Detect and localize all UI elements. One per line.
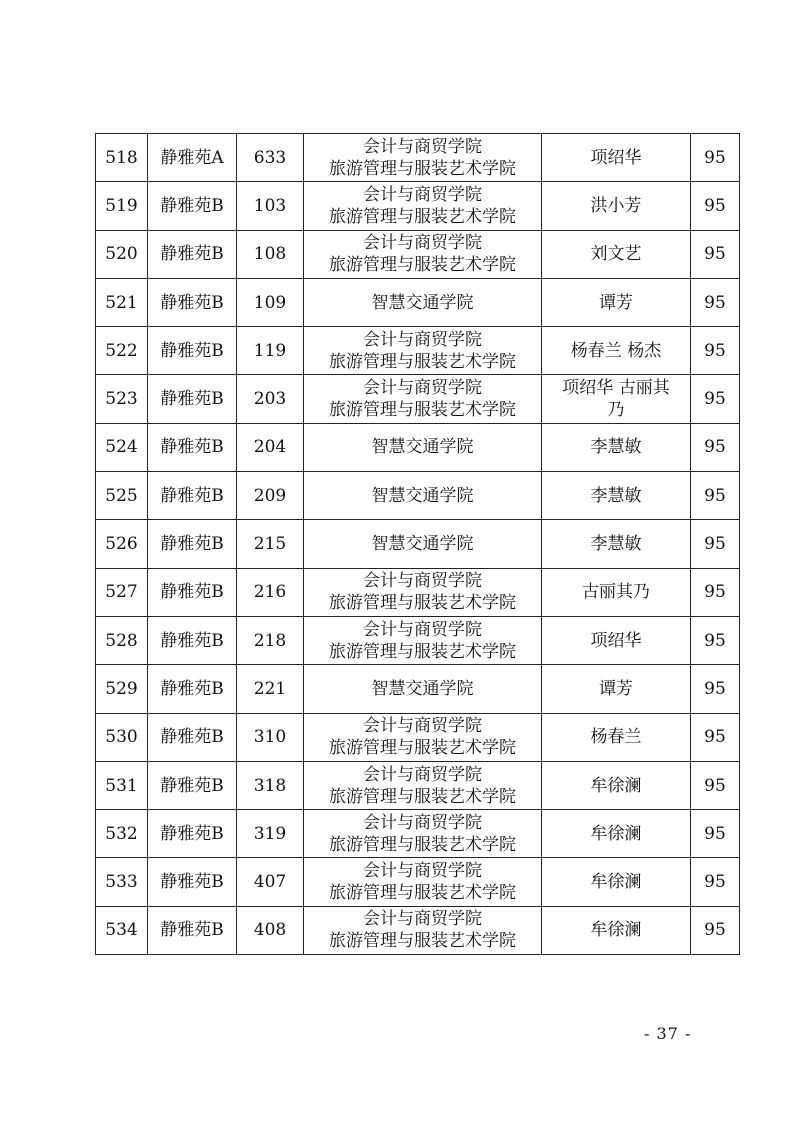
building-cell: 静雅苑B: [148, 616, 237, 664]
responsible-person-cell: [542, 761, 691, 809]
row-number-cell: 531: [96, 761, 148, 809]
table-row: [96, 278, 740, 326]
row-number-cell: 530: [96, 713, 148, 761]
building-cell: 静雅苑B: [148, 810, 237, 858]
responsible-person-cell: [542, 520, 691, 568]
score-cell: 95: [691, 134, 740, 182]
score-cell: 95: [691, 278, 740, 326]
building-cell: 静雅苑B: [148, 375, 237, 423]
college-cell-line: 智慧交通学院: [371, 678, 474, 699]
responsible-person-cell-line: 古丽其乃: [582, 582, 650, 603]
responsible-person-cell-line: 牟徐澜: [590, 823, 642, 844]
responsible-person-cell: [542, 327, 691, 375]
row-number-cell: 521: [96, 278, 148, 326]
college-cell-line: 旅游管理与服装艺术学院: [329, 206, 516, 227]
table-row: [96, 423, 740, 471]
college-cell: [304, 134, 542, 182]
college-cell-line: 智慧交通学院: [371, 534, 474, 555]
responsible-person-cell-line: 李慧敏: [590, 534, 642, 555]
room-number-cell: 310: [237, 713, 304, 761]
table-row: [96, 182, 740, 230]
room-number-cell: 108: [237, 230, 304, 278]
building-cell: 静雅苑A: [148, 134, 237, 182]
row-number-cell: 525: [96, 472, 148, 520]
building-cell: 静雅苑B: [148, 906, 237, 954]
responsible-person-cell-line: 牟徐澜: [590, 920, 642, 941]
responsible-person-cell: [542, 472, 691, 520]
room-number-cell: 103: [237, 182, 304, 230]
score-cell: 95: [691, 810, 740, 858]
building-cell: 静雅苑B: [148, 761, 237, 809]
row-number-cell: 523: [96, 375, 148, 423]
score-cell: 95: [691, 520, 740, 568]
building-cell: 静雅苑B: [148, 278, 237, 326]
building-cell: 静雅苑B: [148, 327, 237, 375]
college-cell-line: 会计与商贸学院: [363, 233, 482, 254]
score-cell: 95: [691, 423, 740, 471]
score-cell: 95: [691, 472, 740, 520]
college-cell: [304, 230, 542, 278]
responsible-person-cell: [542, 713, 691, 761]
room-number-cell: 633: [237, 134, 304, 182]
college-cell: [304, 375, 542, 423]
college-cell-line: 会计与商贸学院: [363, 136, 482, 157]
score-cell: 95: [691, 182, 740, 230]
college-cell-line: 会计与商贸学院: [363, 184, 482, 205]
college-cell: [304, 520, 542, 568]
responsible-person-cell: [542, 182, 691, 230]
college-cell: [304, 665, 542, 713]
college-cell-line: 旅游管理与服装艺术学院: [329, 738, 516, 759]
college-cell: [304, 472, 542, 520]
row-number-cell: 520: [96, 230, 148, 278]
college-cell-line: 会计与商贸学院: [363, 378, 482, 399]
room-number-cell: 119: [237, 327, 304, 375]
score-cell: 95: [691, 665, 740, 713]
college-cell: [304, 423, 542, 471]
college-cell-line: 会计与商贸学院: [363, 716, 482, 737]
building-cell: 静雅苑B: [148, 520, 237, 568]
room-number-cell: 203: [237, 375, 304, 423]
college-cell-line: 旅游管理与服装艺术学院: [329, 786, 516, 807]
responsible-person-cell: [542, 423, 691, 471]
responsible-person-cell: [542, 134, 691, 182]
responsible-person-cell-line: 李慧敏: [590, 485, 642, 506]
responsible-person-cell-line: 刘文艺: [590, 244, 642, 265]
row-number-cell: 527: [96, 568, 148, 616]
room-number-cell: 319: [237, 810, 304, 858]
score-cell: 95: [691, 568, 740, 616]
responsible-person-cell-line: 牟徐澜: [590, 872, 642, 893]
responsible-person-cell-line: 乃: [607, 400, 625, 421]
table-row: [96, 665, 740, 713]
room-number-cell: 204: [237, 423, 304, 471]
dormitory-score-table: [95, 133, 740, 955]
row-number-cell: 518: [96, 134, 148, 182]
responsible-person-cell-line: 牟徐澜: [590, 775, 642, 796]
row-number-cell: 522: [96, 327, 148, 375]
college-cell-line: 会计与商贸学院: [363, 909, 482, 930]
college-cell-line: 旅游管理与服装艺术学院: [329, 255, 516, 276]
room-number-cell: 215: [237, 520, 304, 568]
responsible-person-cell-line: 项绍华: [590, 630, 642, 651]
responsible-person-cell-line: 谭芳: [599, 678, 633, 699]
table-row: [96, 810, 740, 858]
row-number-cell: 532: [96, 810, 148, 858]
table-row: [96, 616, 740, 664]
responsible-person-cell: [542, 278, 691, 326]
table-row: [96, 858, 740, 906]
responsible-person-cell-line: 谭芳: [599, 292, 633, 313]
college-cell-line: 会计与商贸学院: [363, 329, 482, 350]
table-row: [96, 472, 740, 520]
table-row: [96, 375, 740, 423]
building-cell: 静雅苑B: [148, 230, 237, 278]
responsible-person-cell-line: 李慧敏: [590, 437, 642, 458]
college-cell-line: 智慧交通学院: [371, 437, 474, 458]
responsible-person-cell: [542, 568, 691, 616]
college-cell-line: 旅游管理与服装艺术学院: [329, 593, 516, 614]
college-cell-line: 智慧交通学院: [371, 292, 474, 313]
score-cell: 95: [691, 616, 740, 664]
building-cell: 静雅苑B: [148, 423, 237, 471]
college-cell: [304, 616, 542, 664]
responsible-person-cell-line: 项绍华: [590, 147, 642, 168]
table-row: [96, 713, 740, 761]
college-cell-line: 旅游管理与服装艺术学院: [329, 400, 516, 421]
table-row: [96, 327, 740, 375]
college-cell: [304, 761, 542, 809]
responsible-person-cell: [542, 616, 691, 664]
row-number-cell: 529: [96, 665, 148, 713]
college-cell: [304, 906, 542, 954]
table-row: [96, 906, 740, 954]
table-row: [96, 134, 740, 182]
college-cell-line: 旅游管理与服装艺术学院: [329, 883, 516, 904]
score-cell: 95: [691, 327, 740, 375]
building-cell: 静雅苑B: [148, 665, 237, 713]
row-number-cell: 519: [96, 182, 148, 230]
building-cell: 静雅苑B: [148, 858, 237, 906]
college-cell-line: 会计与商贸学院: [363, 812, 482, 833]
row-number-cell: 524: [96, 423, 148, 471]
row-number-cell: 526: [96, 520, 148, 568]
building-cell: 静雅苑B: [148, 182, 237, 230]
room-number-cell: 221: [237, 665, 304, 713]
row-number-cell: 534: [96, 906, 148, 954]
score-cell: 95: [691, 858, 740, 906]
college-cell-line: 会计与商贸学院: [363, 764, 482, 785]
score-cell: 95: [691, 906, 740, 954]
responsible-person-cell: [542, 906, 691, 954]
row-number-cell: 533: [96, 858, 148, 906]
room-number-cell: 218: [237, 616, 304, 664]
score-cell: 95: [691, 230, 740, 278]
page-number: - 37 -: [644, 1024, 692, 1043]
room-number-cell: 209: [237, 472, 304, 520]
table-body: [96, 134, 740, 955]
college-cell: [304, 182, 542, 230]
college-cell: [304, 858, 542, 906]
room-number-cell: 216: [237, 568, 304, 616]
responsible-person-cell-line: 杨春兰: [590, 727, 642, 748]
responsible-person-cell: [542, 375, 691, 423]
row-number-cell: 528: [96, 616, 148, 664]
table-row: [96, 520, 740, 568]
responsible-person-cell: [542, 810, 691, 858]
building-cell: 静雅苑B: [148, 713, 237, 761]
college-cell: [304, 327, 542, 375]
college-cell: [304, 278, 542, 326]
table-row: [96, 568, 740, 616]
college-cell: [304, 713, 542, 761]
responsible-person-cell: [542, 858, 691, 906]
college-cell-line: 会计与商贸学院: [363, 619, 482, 640]
college-cell-line: 旅游管理与服装艺术学院: [329, 158, 516, 179]
college-cell-line: 旅游管理与服装艺术学院: [329, 931, 516, 952]
room-number-cell: 408: [237, 906, 304, 954]
college-cell: [304, 810, 542, 858]
room-number-cell: 109: [237, 278, 304, 326]
college-cell-line: 智慧交通学院: [371, 485, 474, 506]
college-cell-line: 会计与商贸学院: [363, 861, 482, 882]
building-cell: 静雅苑B: [148, 472, 237, 520]
responsible-person-cell-line: 洪小芳: [590, 195, 642, 216]
responsible-person-cell-line: 项绍华 古丽其: [562, 378, 670, 399]
score-cell: 95: [691, 713, 740, 761]
responsible-person-cell: [542, 665, 691, 713]
college-cell-line: 旅游管理与服装艺术学院: [329, 351, 516, 372]
table-row: [96, 230, 740, 278]
college-cell-line: 旅游管理与服装艺术学院: [329, 834, 516, 855]
room-number-cell: 318: [237, 761, 304, 809]
college-cell-line: 旅游管理与服装艺术学院: [329, 641, 516, 662]
responsible-person-cell: [542, 230, 691, 278]
score-cell: 95: [691, 375, 740, 423]
building-cell: 静雅苑B: [148, 568, 237, 616]
responsible-person-cell-line: 杨春兰 杨杰: [570, 340, 662, 361]
college-cell: [304, 568, 542, 616]
college-cell-line: 会计与商贸学院: [363, 571, 482, 592]
table-row: [96, 761, 740, 809]
room-number-cell: 407: [237, 858, 304, 906]
score-cell: 95: [691, 761, 740, 809]
